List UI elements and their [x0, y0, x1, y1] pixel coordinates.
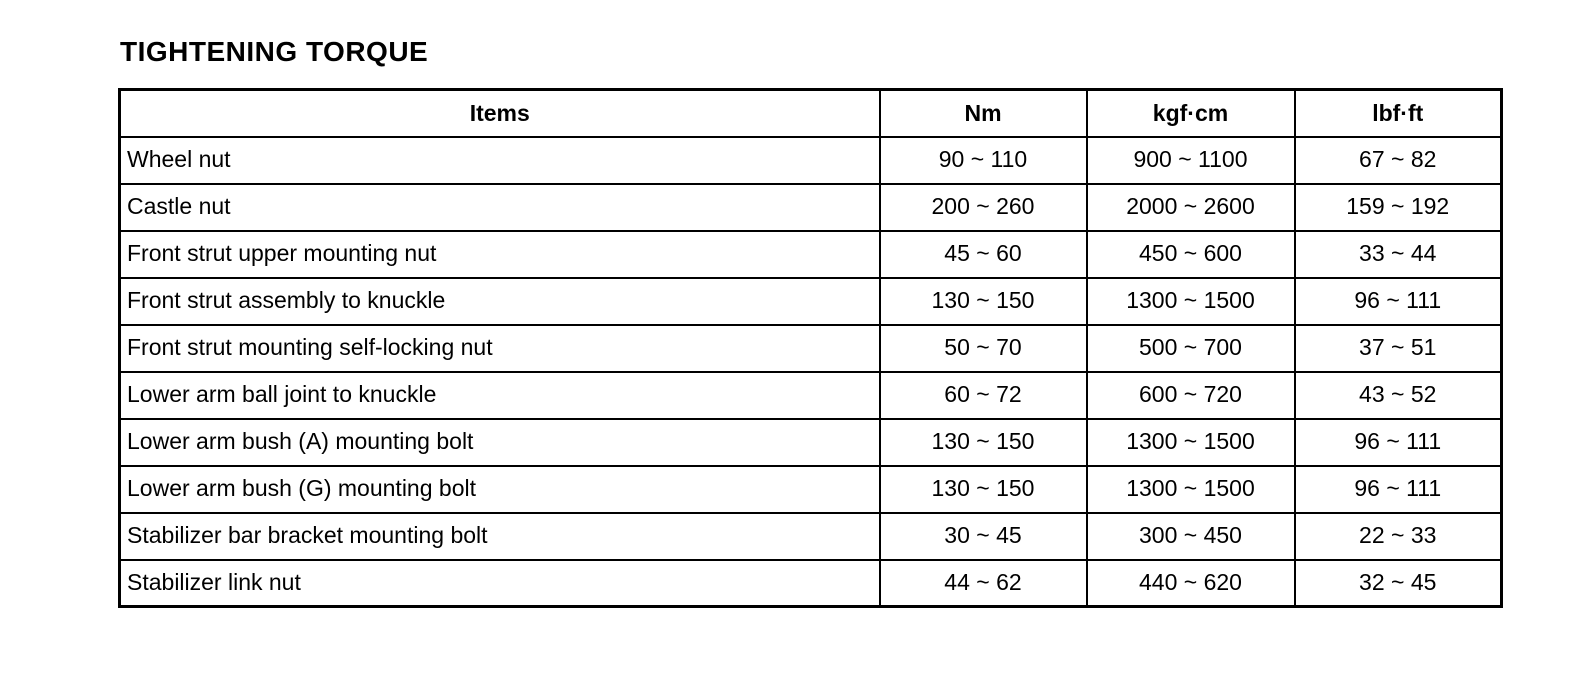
kgf-cm-cell: 1300 ~ 1500 — [1087, 466, 1295, 513]
item-cell: Lower arm ball joint to knuckle — [120, 372, 880, 419]
nm-cell: 50 ~ 70 — [880, 325, 1087, 372]
lbf-ft-cell: 32 ~ 45 — [1295, 560, 1502, 607]
table-row — [120, 466, 1502, 513]
nm-cell: 60 ~ 72 — [880, 372, 1087, 419]
kgf-cm-cell: 440 ~ 620 — [1087, 560, 1295, 607]
kgf-cm-cell: 900 ~ 1100 — [1087, 137, 1295, 184]
kgf-cm-cell: 1300 ~ 1500 — [1087, 278, 1295, 325]
nm-cell: 90 ~ 110 — [880, 137, 1087, 184]
lbf-ft-cell: 22 ~ 33 — [1295, 513, 1502, 560]
table-row — [120, 372, 1502, 419]
table-row — [120, 231, 1502, 278]
item-cell: Front strut mounting self-locking nut — [120, 325, 880, 372]
kgf-cm-cell: 300 ~ 450 — [1087, 513, 1295, 560]
item-cell: Lower arm bush (A) mounting bolt — [120, 419, 880, 466]
table-row — [120, 184, 1502, 231]
torque-table — [118, 88, 1503, 608]
item-cell: Front strut assembly to knuckle — [120, 278, 880, 325]
nm-cell: 200 ~ 260 — [880, 184, 1087, 231]
nm-cell: 30 ~ 45 — [880, 513, 1087, 560]
table-row — [120, 325, 1502, 372]
item-cell: Stabilizer bar bracket mounting bolt — [120, 513, 880, 560]
nm-cell: 45 ~ 60 — [880, 231, 1087, 278]
nm-cell: 130 ~ 150 — [880, 466, 1087, 513]
nm-cell: 130 ~ 150 — [880, 278, 1087, 325]
item-cell: Front strut upper mounting nut — [120, 231, 880, 278]
table-row — [120, 513, 1502, 560]
lbf-ft-cell: 96 ~ 111 — [1295, 278, 1502, 325]
kgf-cm-cell: 500 ~ 700 — [1087, 325, 1295, 372]
lbf-ft-cell: 159 ~ 192 — [1295, 184, 1502, 231]
item-cell: Lower arm bush (G) mounting bolt — [120, 466, 880, 513]
item-cell: Stabilizer link nut — [120, 560, 880, 607]
item-cell: Castle nut — [120, 184, 880, 231]
nm-cell: 44 ~ 62 — [880, 560, 1087, 607]
page-title: TIGHTENING TORQUE — [120, 36, 429, 67]
torque-table-body — [120, 137, 1502, 607]
table-row — [120, 137, 1502, 184]
header-row — [120, 90, 1502, 137]
column-header-kgf-cm: kgf·cm — [1087, 90, 1295, 137]
column-header-items: Items — [120, 90, 880, 137]
lbf-ft-cell: 67 ~ 82 — [1295, 137, 1502, 184]
table-row — [120, 419, 1502, 466]
table-row — [120, 278, 1502, 325]
item-cell: Wheel nut — [120, 137, 880, 184]
kgf-cm-cell: 450 ~ 600 — [1087, 231, 1295, 278]
lbf-ft-cell: 43 ~ 52 — [1295, 372, 1502, 419]
kgf-cm-cell: 2000 ~ 2600 — [1087, 184, 1295, 231]
table-row — [120, 560, 1502, 607]
lbf-ft-cell: 96 ~ 111 — [1295, 419, 1502, 466]
lbf-ft-cell: 96 ~ 111 — [1295, 466, 1502, 513]
column-header-lbf-ft: lbf·ft — [1295, 90, 1502, 137]
nm-cell: 130 ~ 150 — [880, 419, 1087, 466]
lbf-ft-cell: 37 ~ 51 — [1295, 325, 1502, 372]
torque-table-header — [120, 90, 1502, 137]
column-header-nm: Nm — [880, 90, 1087, 137]
lbf-ft-cell: 33 ~ 44 — [1295, 231, 1502, 278]
kgf-cm-cell: 600 ~ 720 — [1087, 372, 1295, 419]
kgf-cm-cell: 1300 ~ 1500 — [1087, 419, 1295, 466]
